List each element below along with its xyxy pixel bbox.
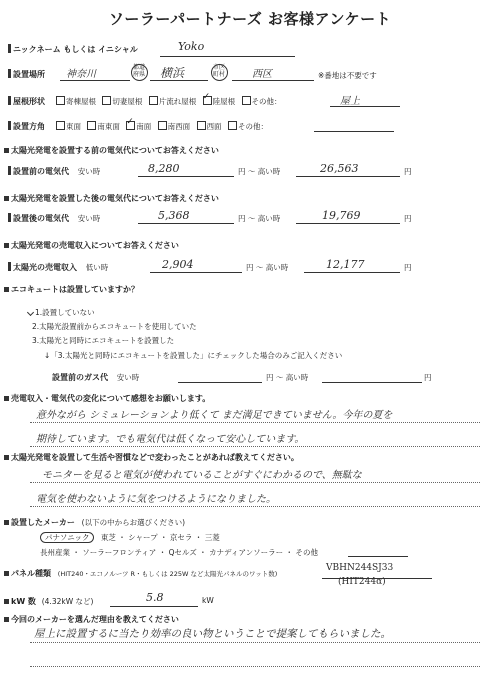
sell-high-value[interactable]: 12,177	[326, 258, 365, 271]
sell-high-line	[304, 272, 400, 273]
life-line-0	[30, 482, 480, 483]
impression-text-1[interactable]: 期待しています。でも電気代は低くなって安心しています。	[36, 434, 305, 445]
after-high-line	[296, 223, 400, 224]
direction-checkbox-0[interactable]	[56, 121, 65, 130]
after-low-value[interactable]: 5,368	[158, 209, 190, 222]
gas-low-line	[178, 382, 262, 383]
sell-low-line	[150, 272, 242, 273]
after-yen: 円	[404, 214, 412, 223]
direction-checkbox-1[interactable]	[87, 121, 96, 130]
pref-circle-mark	[131, 64, 148, 81]
before-yen: 円	[404, 167, 412, 176]
nickname-value[interactable]: Yoko	[178, 40, 205, 53]
maker-option[interactable]: Qセルズ	[168, 548, 197, 557]
kw-value[interactable]: 5.8	[146, 591, 164, 604]
ecocute-section-header: エコキュートは設置していますか？	[4, 284, 139, 295]
section-square	[4, 455, 9, 460]
section-square	[4, 396, 9, 401]
sell-yen: 円	[404, 263, 412, 272]
panel-value-1[interactable]: VBHN244SJ33	[326, 563, 394, 573]
roof-checkbox-4[interactable]	[242, 96, 251, 105]
life-section-header: 太陽光発電を設置して生活や習慣などで変わったことがあれば教えてください。	[4, 452, 299, 463]
after-mid: 円 ～ 高い時	[238, 214, 281, 223]
nickname-label: ニックネーム もしくは イニシャル	[8, 44, 138, 55]
section-square	[4, 243, 9, 248]
roof-label: 屋根形状	[8, 96, 45, 107]
sell-low-value[interactable]: 2,904	[162, 258, 194, 271]
after-low-line	[138, 223, 234, 224]
roof-options: 寄棟屋根 切妻屋根 片流れ屋根 ✓ 陸屋根 その他：	[52, 96, 282, 107]
before-row: 設置前の電気代 安い時	[8, 166, 100, 177]
direction-other-line	[314, 131, 394, 132]
row-marker	[8, 262, 11, 271]
section-square	[4, 148, 9, 153]
direction-options: 東面 南東面 ✓ 南面 南西面 西面 その他：	[52, 121, 268, 132]
direction-checkbox-4[interactable]	[197, 121, 206, 130]
city-circle-mark	[211, 64, 228, 81]
maker-option-selected[interactable]: パナソニック	[40, 532, 94, 543]
impression-section-header: 売電収入・電気代の変化について感想をお願いします。	[4, 393, 210, 404]
row-marker	[8, 121, 11, 130]
direction-checkbox-5[interactable]	[228, 121, 237, 130]
ecocute-option-2[interactable]: 3.太陽光と同時にエコキュートを設置した	[32, 336, 175, 345]
impression-text-0[interactable]: 意外ながら シミュレーションより低くて まだ満足できていません。今年の夏を	[36, 410, 393, 421]
maker-option[interactable]: その他	[295, 548, 318, 557]
row-marker	[8, 69, 11, 78]
reason-text-0[interactable]: 屋上に設置するに当たり効率の良い物ということで提案してもらいました。	[34, 628, 391, 640]
maker-option[interactable]: 東芝	[100, 533, 116, 542]
kw-row: kW 数 (4.32kW など)	[4, 596, 93, 607]
reason-line-1	[30, 666, 480, 667]
life-line-1	[30, 506, 480, 507]
impression-line-1	[30, 446, 480, 447]
ward-value[interactable]: 西区	[252, 69, 272, 80]
section-square	[4, 617, 9, 622]
pref-suffix: 都道 府県	[133, 64, 146, 78]
direction-label: 設置方角	[8, 121, 45, 132]
kw-unit: kW	[202, 596, 214, 605]
page-title: ソーラーパートナーズ お客様アンケート	[108, 10, 392, 28]
maker-section-header: 設置したメーカー (以下の中からお選びください)	[4, 517, 185, 528]
gas-high-line	[322, 382, 422, 383]
maker-option[interactable]: シャープ	[128, 533, 158, 542]
before-mid: 円 ～ 高い時	[238, 167, 281, 176]
maker-row-2: 長州産業 ・ ソーラーフロンティア ・ Qセルズ ・ カナディアンソーラー ・ その他	[40, 548, 318, 557]
location-label: 設置場所	[8, 69, 45, 80]
direction-checkbox-3[interactable]	[158, 121, 167, 130]
section-square	[4, 287, 9, 292]
before-low-value[interactable]: 8,280	[148, 162, 180, 175]
section-square	[4, 599, 9, 604]
gas-row: 設置前のガス代 安い時	[52, 373, 140, 382]
panel-value-2[interactable]: (HIT244α)	[338, 577, 386, 587]
sell-row: 太陽光の売電収入 低い時	[8, 262, 108, 273]
row-marker	[8, 96, 11, 105]
kw-line	[110, 606, 198, 607]
life-text-1[interactable]: 電気を使わないように気をつけるようになりました。	[36, 494, 276, 505]
life-text-0[interactable]: モニターを見ると電気が使われていることがすぐにわかるので、無駄な	[42, 470, 362, 481]
ecocute-option-1[interactable]: 2.太陽光設置前からエコキュートを使用していた	[32, 322, 197, 331]
nickname-line	[160, 56, 295, 57]
check-icon	[27, 309, 34, 316]
before-section-header: 太陽光発電を設置する前の電気代についてお答えください	[4, 145, 219, 156]
roof-checkbox-1[interactable]	[102, 96, 111, 105]
before-low-line	[138, 176, 234, 177]
maker-option[interactable]: 京セラ	[169, 533, 193, 542]
row-marker	[8, 44, 11, 53]
maker-option[interactable]: ソーラーフロンティア	[82, 548, 157, 557]
section-square	[4, 520, 9, 525]
after-section-header: 太陽光発電を設置した後の電気代についてお答えください	[4, 193, 219, 204]
city-suffix: 市区 町村	[213, 64, 226, 78]
city-value[interactable]: 横浜	[160, 66, 185, 80]
maker-option[interactable]: 三菱	[204, 533, 220, 542]
roof-checkbox-0[interactable]	[56, 96, 65, 105]
before-high-line	[296, 176, 400, 177]
after-row: 設置後の電気代 安い時	[8, 213, 100, 224]
maker-option[interactable]: カナディアンソーラー	[209, 548, 284, 557]
roof-checkbox-2[interactable]	[149, 96, 158, 105]
reason-line-0	[30, 642, 480, 643]
prefecture-line	[60, 80, 130, 81]
gas-yen: 円	[424, 373, 432, 382]
roof-other-value[interactable]: 屋上	[340, 96, 360, 107]
ward-line	[232, 80, 314, 81]
row-marker	[8, 166, 11, 175]
ecocute-note: ↓「3.太陽光と同時にエコキュートを設置した」にチェックした場合のみご記入ください	[44, 351, 343, 360]
location-note: ※番地は不要です	[318, 71, 377, 80]
impression-line-0	[30, 422, 480, 423]
before-high-value[interactable]: 26,563	[320, 162, 359, 175]
ecocute-option-0[interactable]: 1.設置していない	[28, 307, 95, 318]
section-square	[4, 196, 9, 201]
sell-mid: 円 ～ 高い時	[246, 263, 289, 272]
maker-option[interactable]: 長州産業	[40, 548, 70, 557]
direction-checkbox-2[interactable]	[126, 121, 135, 130]
panel-row: パネル種類 (HIT240・エコノルーツ R・もしくは 225W など太陽光パネルのワット数)	[4, 568, 277, 579]
maker-other-line	[348, 556, 408, 557]
maker-row-1: パナソニック 東芝 ・ シャープ ・ 京セラ ・ 三菱	[40, 532, 220, 543]
reason-section-header: 今回のメーカーを選んだ理由を教えてください	[4, 614, 179, 625]
after-high-value[interactable]: 19,769	[322, 209, 361, 222]
prefecture-value[interactable]: 神奈川	[66, 69, 96, 80]
sell-section-header: 太陽光発電の売電収入についてお答えください	[4, 240, 179, 251]
roof-checkbox-3[interactable]	[203, 96, 212, 105]
gas-mid: 円 ～ 高い時	[266, 373, 309, 382]
section-square	[4, 571, 9, 576]
row-marker	[8, 213, 11, 222]
